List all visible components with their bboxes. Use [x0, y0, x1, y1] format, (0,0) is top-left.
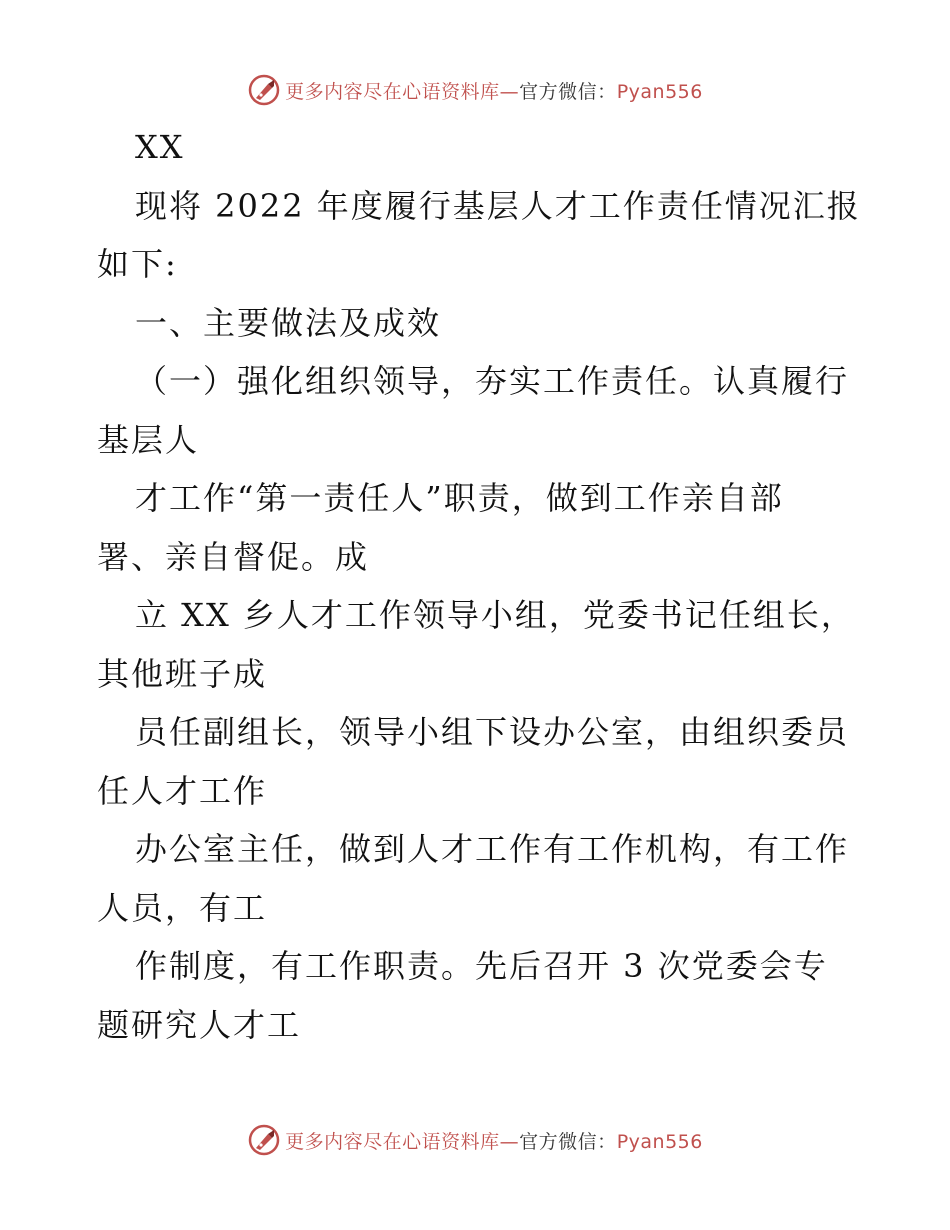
watermark-label: 官方微信： — [519, 80, 617, 103]
text-line: 作制度，有工作职责。先后召开 3 次党委会专 — [135, 947, 828, 985]
text-line: 如下: — [97, 245, 178, 283]
text-line: 一、主要做法及成效 — [135, 303, 442, 342]
watermark-label: 官方微信： — [519, 1130, 617, 1153]
text-line: XX — [135, 128, 185, 166]
watermark-main-text: 更多内容尽在心语资料库 — [285, 80, 500, 103]
text-line: 人员，有工 — [97, 888, 268, 927]
footer-watermark — [0, 1120, 950, 1160]
text-line: 基层人 — [97, 420, 200, 459]
text-line: （一）强化组织领导，夯实工作责任。认真履行 — [135, 362, 850, 400]
text-line: 员任副组长，领导小组下设办公室，由组织委员 — [135, 713, 850, 751]
pen-nib-logo-icon — [247, 73, 281, 107]
watermark-dash: — — [499, 1130, 520, 1153]
watermark-wechat-id: Pyan556 — [616, 1130, 703, 1153]
text-line: 办公室主任，做到人才工作有工作机构，有工作 — [135, 830, 850, 868]
header-watermark — [0, 70, 950, 110]
pen-nib-logo-icon — [247, 1123, 281, 1157]
text-line: 现将 2022 年度履行基层人才工作责任情况汇报 — [135, 186, 861, 225]
text-line: 其他班子成 — [97, 654, 268, 693]
text-line: 立 XX 乡人才工作领导小组，党委书记任组长， — [135, 596, 855, 634]
watermark-dash: — — [499, 80, 520, 103]
text-line: 才工作“第一责任人”职责，做到工作亲自部 — [135, 479, 784, 517]
text-line: 任人才工作 — [97, 771, 268, 810]
text-line: 署、亲自督促。成 — [97, 537, 370, 576]
watermark-main-text: 更多内容尽在心语资料库 — [285, 1130, 500, 1153]
document-body — [97, 118, 861, 1054]
text-line: 题研究人才工 — [97, 1005, 302, 1044]
watermark-wechat-id: Pyan556 — [616, 80, 703, 103]
